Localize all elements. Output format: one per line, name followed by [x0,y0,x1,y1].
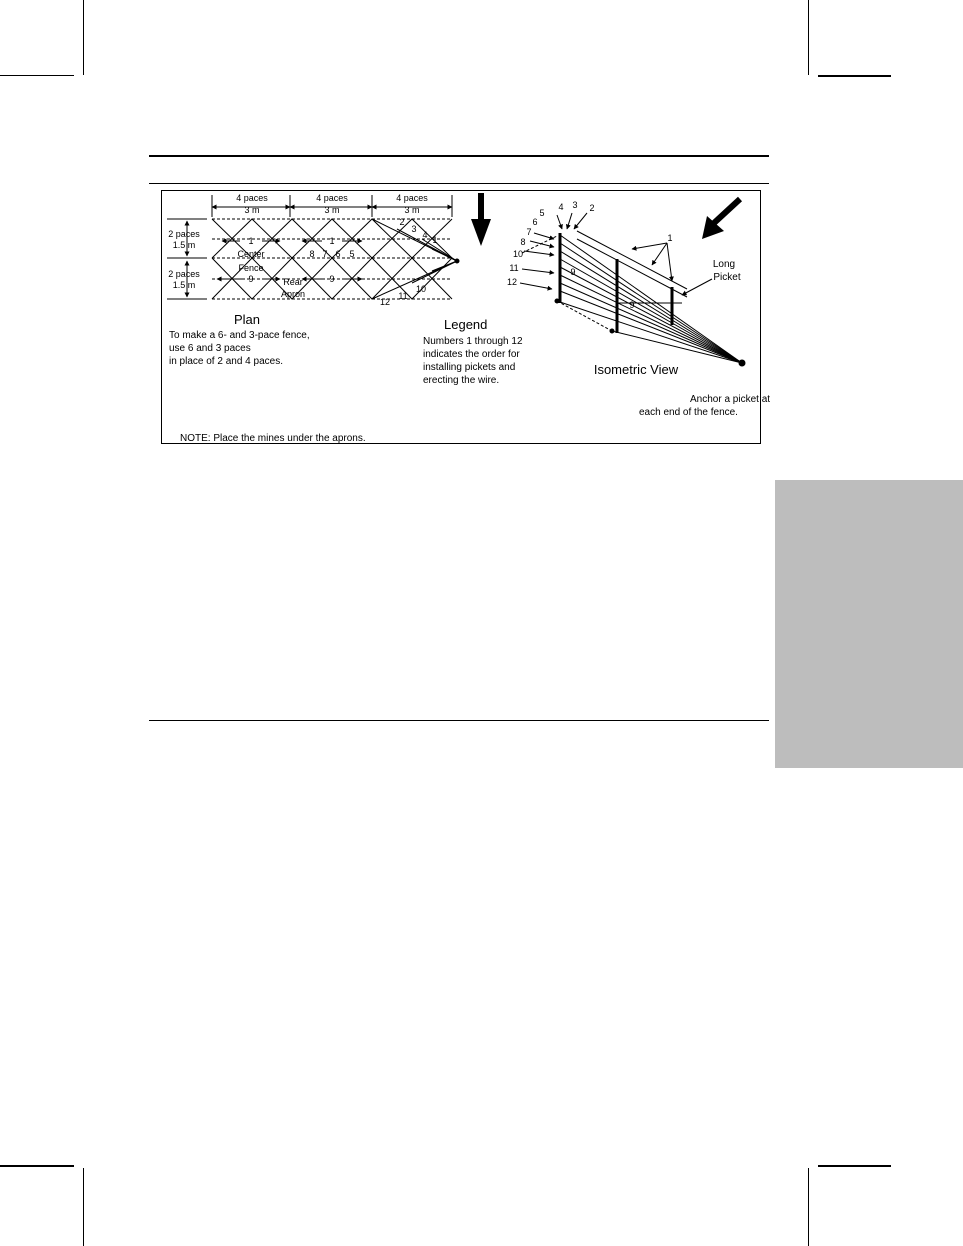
crop-mark-bl-h [0,1165,74,1167]
anchor-note: each end of the fence. [639,407,738,418]
iso-num: 12 [506,277,518,287]
long-picket-label: Long [712,259,736,270]
plan-note-line: in place of 2 and 4 paces. [169,356,283,367]
iso-num: 7 [526,227,532,237]
plan-note [169,330,366,444]
dim-top-3-meters: 3 m [404,205,420,215]
order-num: 3 [411,224,417,234]
iso-num: 9 [629,300,635,310]
dim-top-2-meters: 3 m [324,205,340,215]
legend-line: installing pickets and [423,362,516,373]
legend-title: Legend [444,317,488,332]
label-fence: Fence [238,263,264,273]
dim-top-2-paces: 4 paces [316,193,348,203]
crop-mark-bl-v [83,1168,84,1246]
iso-num: 2 [589,203,595,213]
iso-num: 9 [570,267,576,277]
crop-mark-br-h [818,1165,891,1167]
order-num: 4 [422,230,428,240]
label-center: Center [237,249,265,259]
plan-text [168,193,437,327]
plan-note-line: To make a 6- and 3-pace fence, [169,330,310,341]
order-num: 6 [335,249,341,259]
dim-left-2-meters: 1.5 m [172,280,196,290]
iso-num: 10 [512,249,524,259]
plan-footnote: NOTE: Place the mines under the aprons. [180,433,366,444]
crop-mark-tr-v [808,0,809,75]
dim-left-1-paces: 2 paces [168,229,200,239]
crop-mark-tl-h [0,75,74,76]
enemy-arrow-iso [702,199,740,239]
order-num: 12 [379,297,391,307]
iso-num: 4 [558,202,564,212]
fence-diagram-figure [161,190,771,444]
iso-num: 11 [509,263,519,273]
legend [423,317,523,386]
dim-top-1-meters: 3 m [244,205,260,215]
crop-mark-br-v [808,1168,809,1246]
order-num: 1 [432,235,438,245]
fence-diagram [162,191,771,445]
enemy-arrow-plan [471,193,491,246]
order-num: 5 [349,249,355,259]
crop-mark-tr-h [818,75,891,77]
plan-note-line: use 6 and 3 paces [169,343,251,354]
header-rule [149,155,769,157]
order-num: 1 [329,236,335,246]
dim-left-1-meters: 1.5 m [172,240,196,250]
order-num: 10 [415,284,427,294]
legend-line: indicates the order for [423,349,520,360]
iso-num: 6 [532,217,538,227]
label-rear: Rear [283,277,303,287]
order-num: 9 [329,274,335,284]
order-num: 11 [398,291,408,301]
iso-num: 8 [520,237,526,247]
order-num: 8 [309,249,315,259]
legend-line: Numbers 1 through 12 [423,336,523,347]
iso-num: 1 [667,233,673,243]
dim-left-2-paces: 2 paces [168,269,200,279]
order-num: 9 [248,274,254,284]
thumb-tab [775,480,963,768]
crop-mark-tl-v [83,0,84,75]
figure-top-rule [149,183,769,184]
anchor-note: Anchor a picket at [690,394,771,405]
section-bottom-rule [149,720,769,721]
iso-num: 5 [539,208,545,218]
plan-title: Plan [233,312,261,327]
isometric-view [520,213,745,366]
isometric-title: Isometric View [593,362,679,377]
dim-top-1-paces: 4 paces [236,193,268,203]
long-picket-label: Picket [713,272,741,283]
order-num: 2 [399,217,405,227]
dim-top-3-paces: 4 paces [396,193,428,203]
order-num: 7 [322,249,328,259]
order-num: 1 [248,236,254,246]
legend-line: erecting the wire. [423,375,500,386]
label-apron: Apron [280,289,306,299]
iso-num: 3 [572,200,578,210]
